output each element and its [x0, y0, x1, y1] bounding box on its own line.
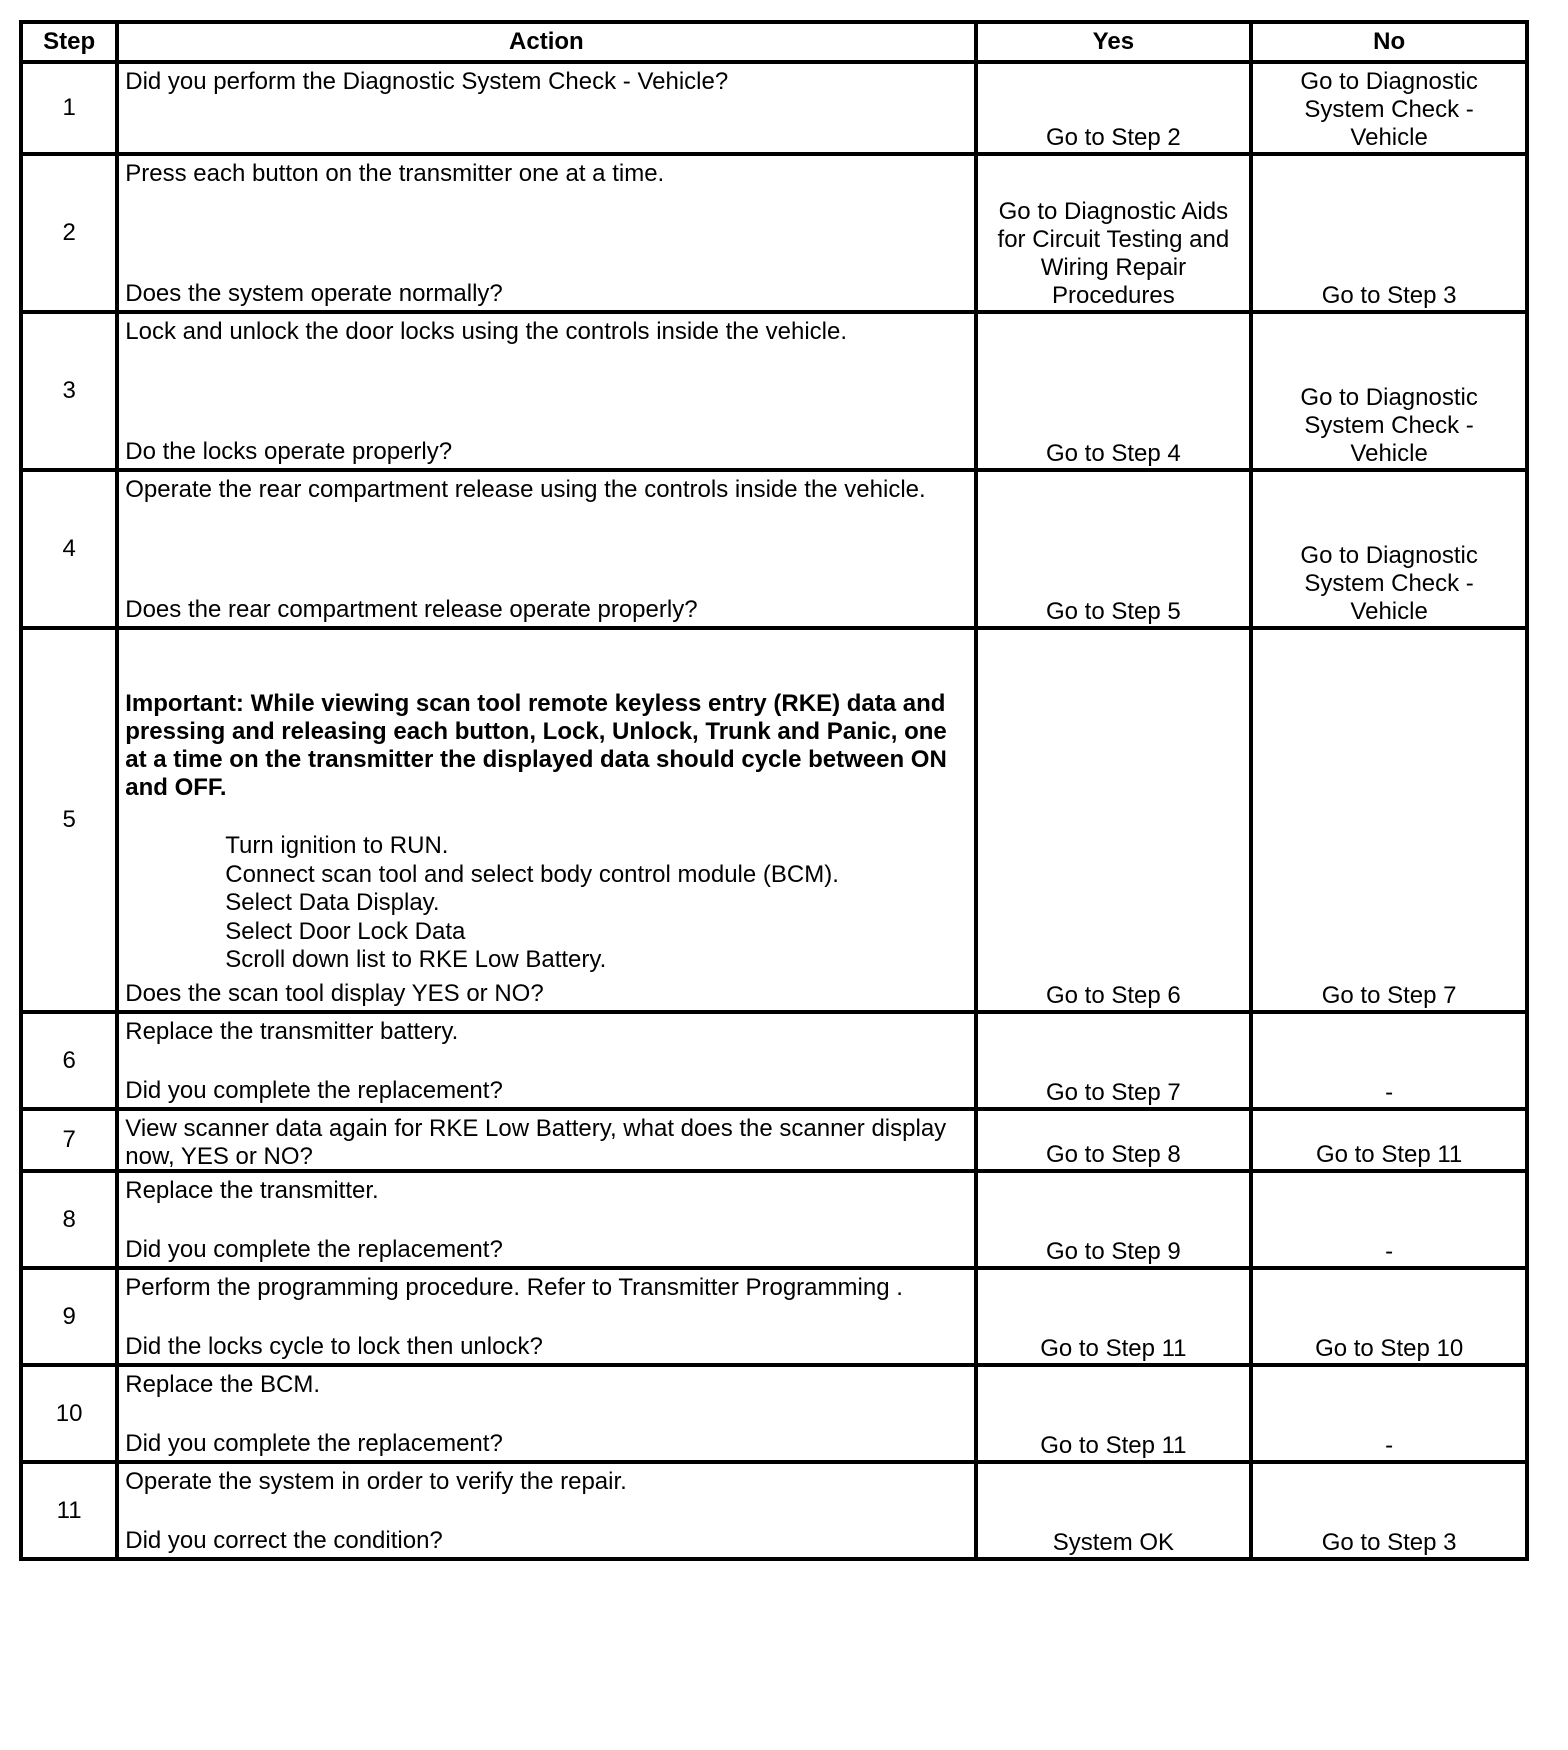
no-cell: Go to Diagnostic System Check - Vehicle	[1251, 470, 1527, 628]
table-row	[21, 1109, 1527, 1171]
table-row	[21, 1365, 1527, 1462]
no-cell: Go to Step 7	[1251, 628, 1527, 1012]
step-number: 4	[21, 470, 117, 628]
substep-item: Select Data Display.	[225, 889, 440, 916]
step-number: 8	[21, 1171, 117, 1268]
table-row	[21, 470, 1527, 628]
action-question: Did you complete the replacement?	[125, 1077, 503, 1104]
no-cell: Go to Step 11	[1251, 1109, 1527, 1171]
step-number: 2	[21, 154, 117, 312]
yes-cell: Go to Step 8	[976, 1109, 1252, 1171]
step-number: 1	[21, 62, 117, 154]
table-row	[21, 1462, 1527, 1559]
substep-item: Connect scan tool and select body control module (BCM).	[225, 860, 839, 888]
yes-cell: Go to Step 9	[976, 1171, 1252, 1268]
no-cell: Go to Step 3	[1251, 154, 1527, 312]
action-question: Did you complete the replacement?	[125, 1236, 503, 1263]
substep-item: Turn ignition to RUN.	[225, 832, 449, 859]
table-row	[21, 312, 1527, 470]
yes-cell: Go to Step 4	[976, 312, 1252, 470]
yes-cell: Go to Step 11	[976, 1268, 1252, 1365]
header-no: No	[1251, 22, 1527, 62]
action-text: Replace the transmitter.	[125, 1177, 379, 1204]
action-cell	[117, 1365, 975, 1462]
action-question: Does the scan tool display YES or NO?	[125, 980, 544, 1007]
action-question: Did the locks cycle to lock then unlock?	[125, 1333, 543, 1360]
no-cell: Go to Step 3	[1251, 1462, 1527, 1559]
yes-cell: Go to Step 7	[976, 1012, 1252, 1109]
no-cell: Go to Diagnostic System Check - Vehicle	[1251, 62, 1527, 154]
no-cell: -	[1251, 1365, 1527, 1462]
action-question: Does the rear compartment release operate properly?	[125, 596, 698, 623]
action-cell	[117, 1171, 975, 1268]
header-row	[21, 22, 1527, 62]
action-text: Did you perform the Diagnostic System Check - Vehicle?	[125, 68, 729, 95]
action-text: Replace the transmitter battery.	[125, 1018, 459, 1045]
table-row	[21, 1268, 1527, 1365]
yes-cell: Go to Step 11	[976, 1365, 1252, 1462]
action-cell	[117, 470, 975, 628]
step-number: 3	[21, 312, 117, 470]
substep-item: Scroll down list to RKE Low Battery.	[225, 946, 607, 973]
yes-cell: Go to Step 6	[976, 628, 1252, 1012]
action-text: Lock and unlock the door locks using the controls inside the vehicle.	[125, 318, 848, 345]
yes-cell: Go to Step 5	[976, 470, 1252, 628]
step-number: 5	[21, 628, 117, 1012]
step-number: 7	[21, 1109, 117, 1171]
action-cell	[117, 1268, 975, 1365]
action-question: Does the system operate normally?	[125, 280, 503, 307]
header-step: Step	[21, 22, 117, 62]
step-number: 11	[21, 1462, 117, 1559]
yes-cell: Go to Step 2	[976, 62, 1252, 154]
no-cell: Go to Diagnostic System Check - Vehicle	[1251, 312, 1527, 470]
table-row	[21, 154, 1527, 312]
diagnostic-table	[19, 20, 1529, 1561]
action-text: Replace the BCM.	[125, 1371, 321, 1398]
action-cell	[117, 1462, 975, 1559]
table-row	[21, 1012, 1527, 1109]
action-cell	[117, 1012, 975, 1109]
important-note: Important: While viewing scan tool remote keyless entry (RKE) data and pressing and releasing each button, Lock, Unlock, Trunk and Panic, one at a time on the transmitter the displayed data should cycle between ON and OFF.	[125, 690, 947, 801]
step-number: 6	[21, 1012, 117, 1109]
action-question: Did you complete the replacement?	[125, 1430, 503, 1457]
table-row	[21, 1171, 1527, 1268]
action-cell	[117, 628, 975, 1012]
yes-cell: Go to Diagnostic Aids for Circuit Testing and Wiring Repair Procedures	[976, 154, 1252, 312]
action-text: Perform the programming procedure. Refer to Transmitter Programming .	[125, 1274, 903, 1301]
table-row	[21, 628, 1527, 1012]
step-number: 10	[21, 1365, 117, 1462]
action-question: Do the locks operate properly?	[125, 438, 453, 465]
action-cell	[117, 62, 975, 154]
no-cell: -	[1251, 1012, 1527, 1109]
action-cell	[117, 154, 975, 312]
action-text: Press each button on the transmitter one at a time.	[125, 160, 665, 187]
no-cell: -	[1251, 1171, 1527, 1268]
header-yes: Yes	[976, 22, 1252, 62]
substep-item: Select Door Lock Data	[225, 917, 466, 945]
action-question: Did you correct the condition?	[125, 1527, 443, 1554]
table-row	[21, 62, 1527, 154]
action-cell	[117, 312, 975, 470]
header-action: Action	[117, 22, 975, 62]
substep-list	[125, 832, 967, 975]
action-text: Operate the rear compartment release using the controls inside the vehicle.	[125, 476, 926, 503]
yes-cell: System OK	[976, 1462, 1252, 1559]
no-cell: Go to Step 10	[1251, 1268, 1527, 1365]
step-number: 9	[21, 1268, 117, 1365]
action-text: Operate the system in order to verify the repair.	[125, 1468, 627, 1495]
action-cell	[117, 1109, 975, 1171]
action-text: View scanner data again for RKE Low Battery, what does the scanner display now, YES or NO?	[125, 1115, 947, 1170]
